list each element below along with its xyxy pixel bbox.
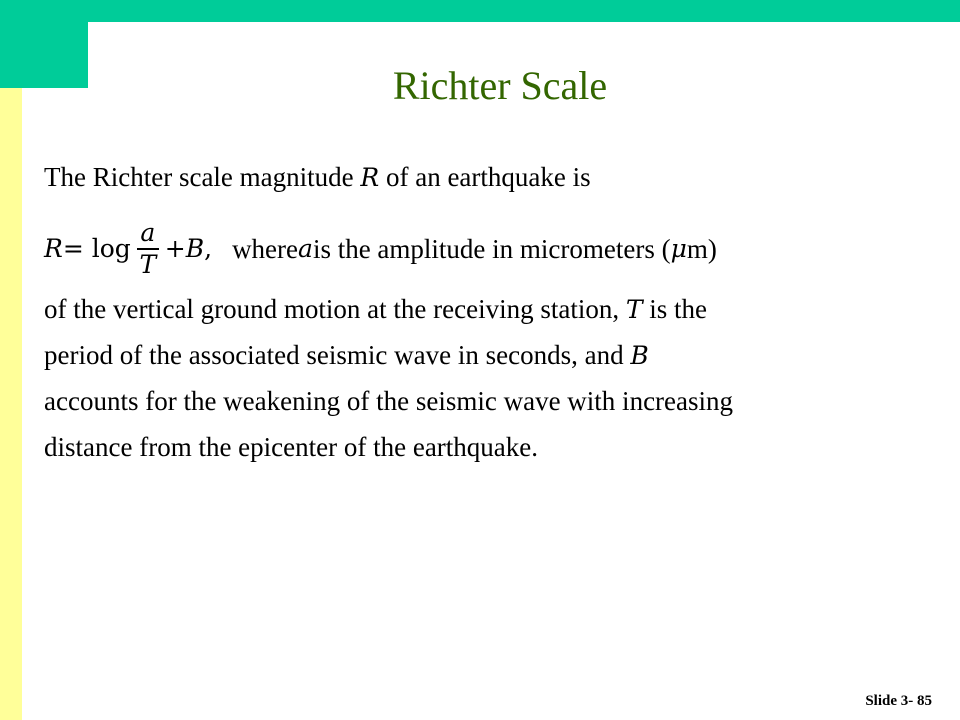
eq-fraction	[137, 218, 159, 280]
body-line-5: accounts for the weakening of the seismic wave with increasing	[44, 386, 734, 416]
eq-where: where	[232, 234, 299, 264]
eq-mu: μ	[670, 234, 687, 263]
body-line-1: The Richter scale magnitude R of an earthquake is	[44, 162, 591, 192]
var-b: B	[630, 341, 649, 370]
top-accent-bar	[0, 0, 960, 22]
eq-comma: ,	[204, 234, 213, 263]
var-t: T	[625, 295, 643, 324]
slide-number: Slide 3- 85	[865, 693, 932, 709]
slide-title: Richter Scale	[392, 63, 608, 108]
body-line-4: period of the associated seismic wave in seconds, and B	[44, 340, 649, 370]
richter-equation	[44, 214, 717, 284]
eq-lhs: R	[44, 234, 63, 263]
body-line-6: distance from the epicenter of the earthquake.	[44, 432, 539, 462]
var-r: R	[360, 163, 380, 192]
eq-numerator: a	[140, 218, 156, 248]
eq-denominator: T	[139, 249, 157, 279]
eq-description: is the amplitude in micrometers (	[312, 234, 671, 264]
eq-var-a: a	[298, 234, 313, 263]
left-accent-bar	[0, 88, 22, 720]
body-line-3: of the vertical ground motion at the receiving station, T is the	[44, 294, 708, 324]
eq-log: = log	[62, 234, 131, 263]
eq-plus: +	[164, 234, 186, 263]
eq-b: B	[185, 234, 205, 263]
eq-unit: m)	[686, 234, 717, 264]
